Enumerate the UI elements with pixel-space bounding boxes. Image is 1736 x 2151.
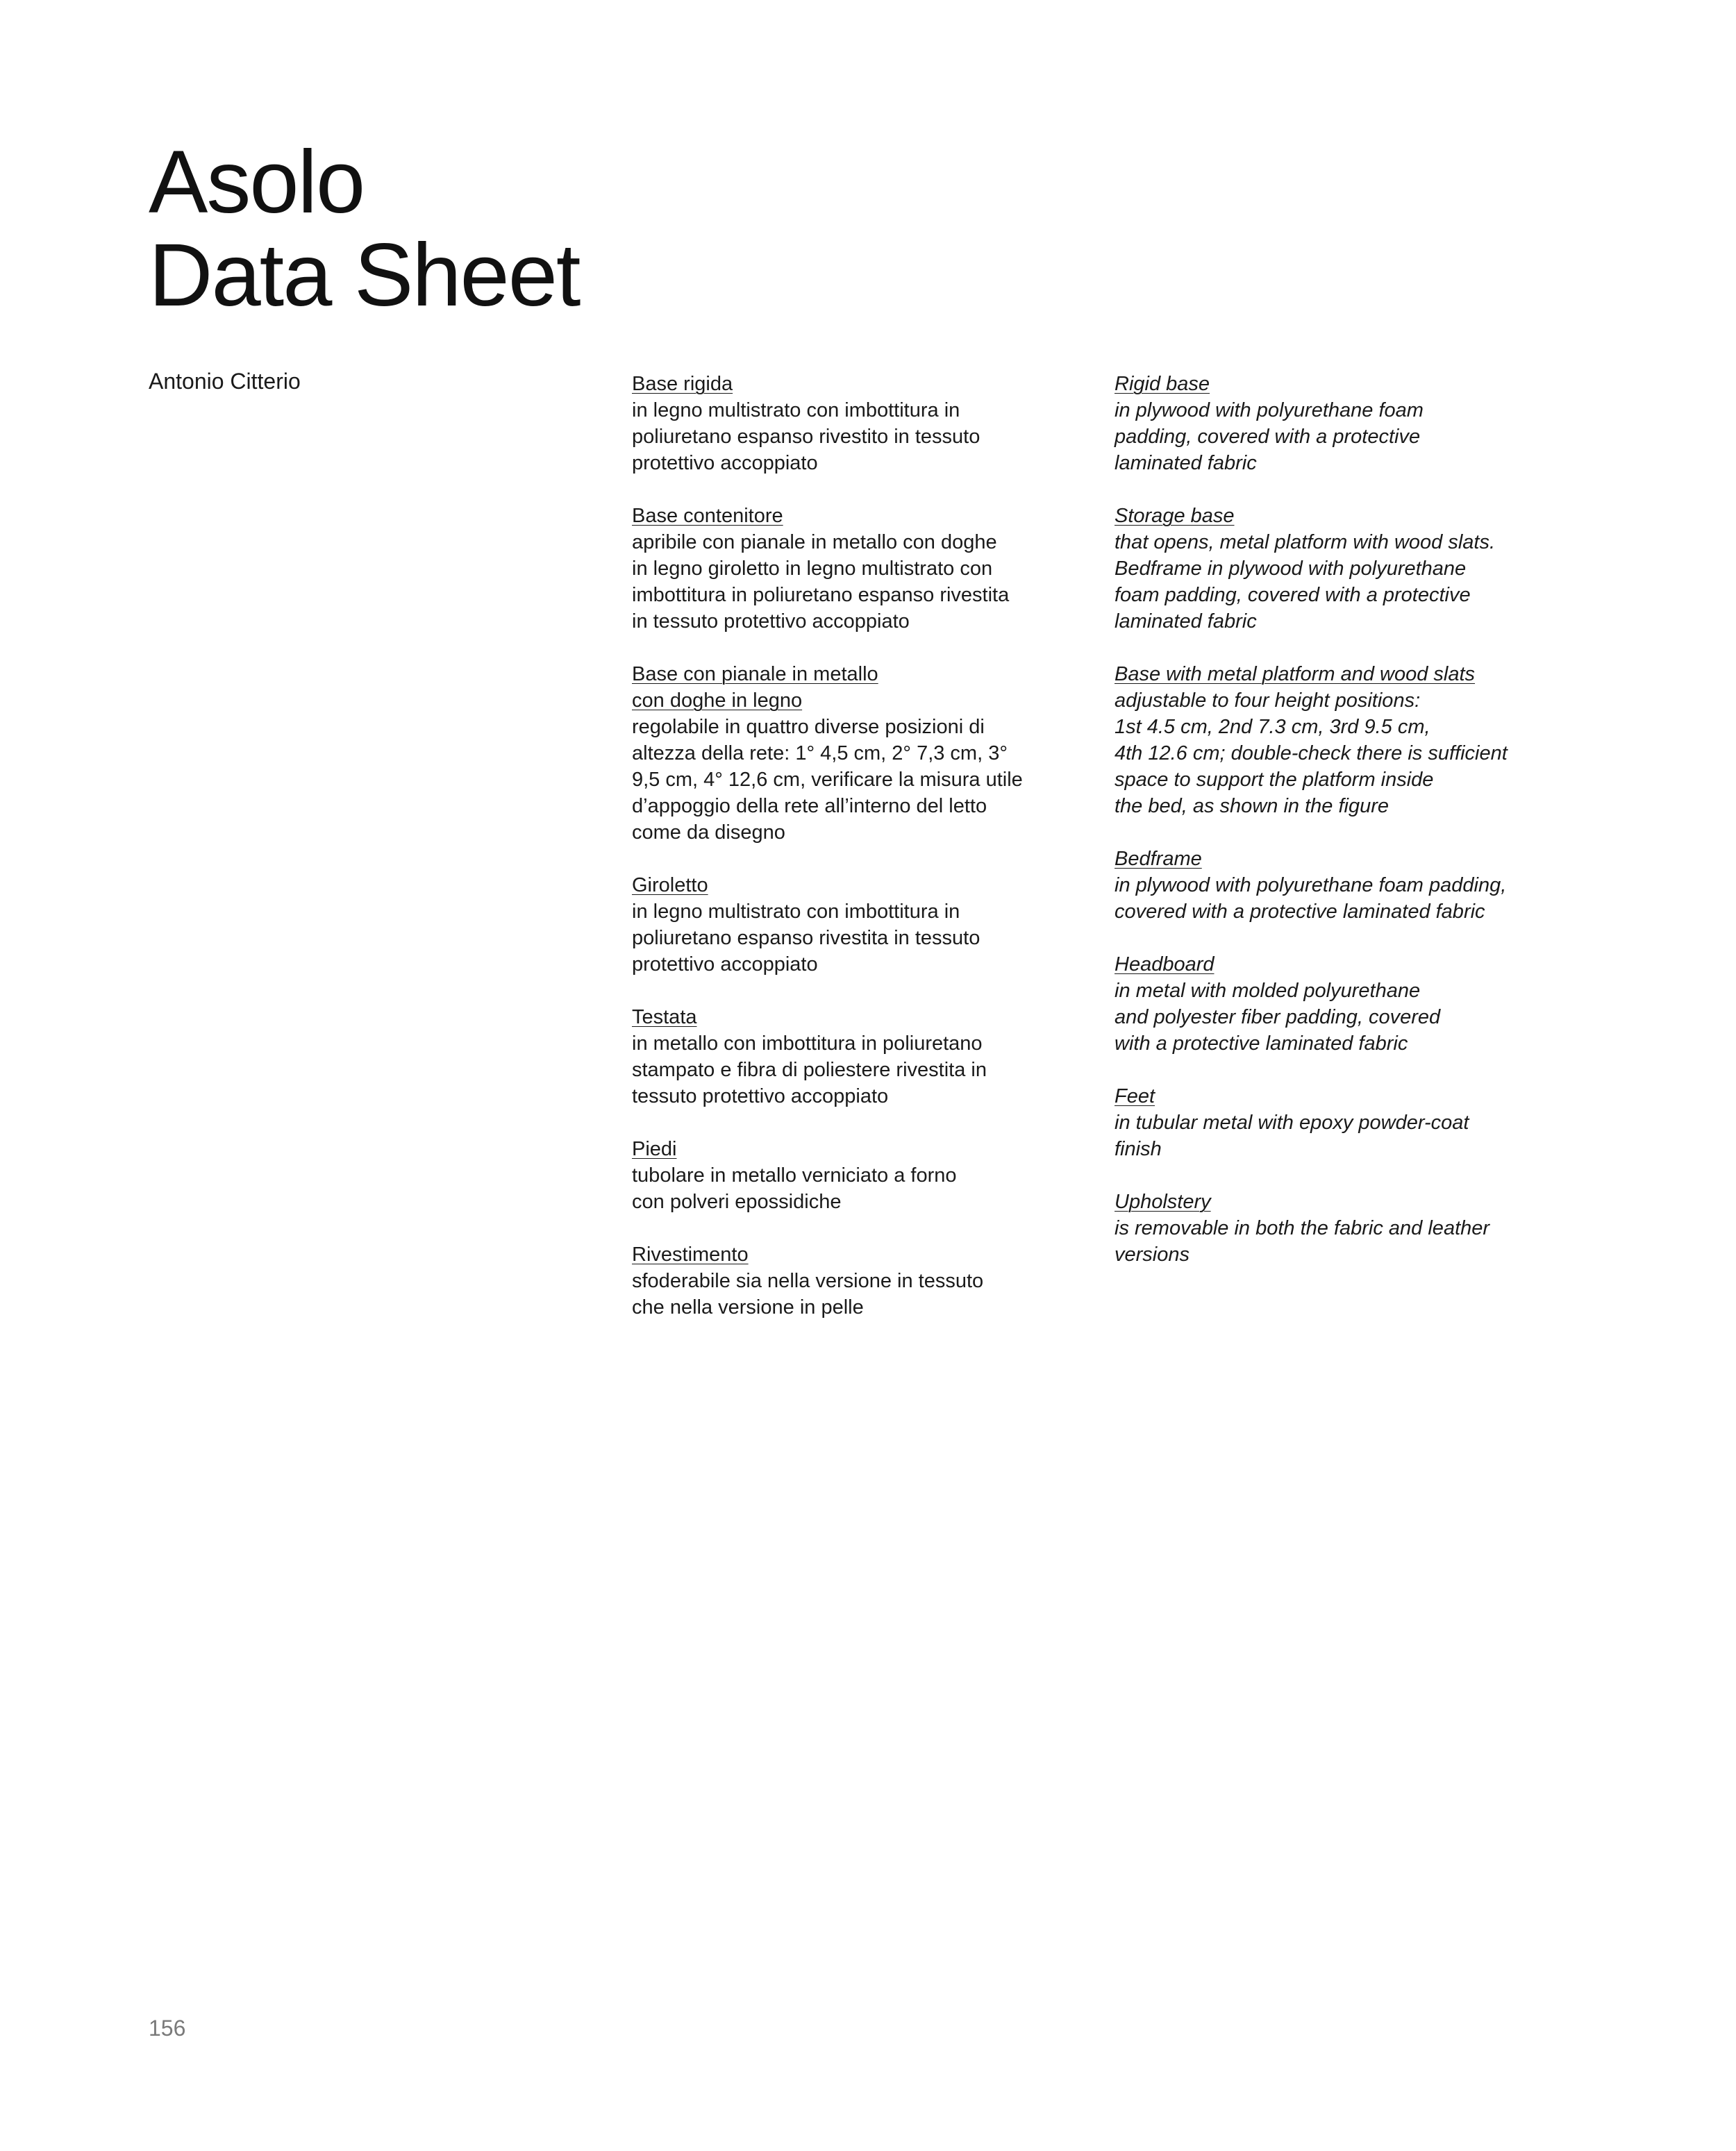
italian-spec-text-line: altezza della rete: 1° 4,5 cm, 2° 7,3 cm, 3° <box>632 742 1008 764</box>
english-spec-heading: Headboard <box>1115 953 1215 976</box>
italian-spec-heading: Giroletto <box>632 874 708 896</box>
italian-spec-text-line: apribile con pianale in metallo con doghe <box>632 531 997 553</box>
italian-spec-text-line: come da disegno <box>632 821 785 844</box>
italian-spec-text-line: regolabile in quattro diverse posizioni di <box>632 716 985 738</box>
page-number: 156 <box>149 2016 186 2041</box>
english-spec-entry <box>1115 661 1601 819</box>
english-spec-entry <box>1115 846 1601 925</box>
italian-spec-text-line: d’appoggio della rete all’interno del letto <box>632 795 987 817</box>
italian-spec-heading: Testata <box>632 1006 697 1028</box>
english-spec-text-line: adjustable to four height positions: <box>1115 689 1421 712</box>
english-spec-text-line: in plywood with polyurethane foam <box>1115 399 1424 421</box>
italian-spec-text-line: in legno giroletto in legno multistrato con <box>632 558 993 580</box>
italian-spec-column <box>632 371 1104 1347</box>
italian-spec-heading: Base contenitore <box>632 505 783 527</box>
english-spec-heading: Feet <box>1115 1085 1155 1107</box>
english-spec-entry <box>1115 371 1601 476</box>
italian-spec-text-line: in legno multistrato con imbottitura in <box>632 399 960 421</box>
english-spec-heading: Rigid base <box>1115 373 1210 395</box>
italian-spec-entry <box>632 1241 1104 1321</box>
english-spec-text-line: and polyester fiber padding, covered <box>1115 1006 1441 1028</box>
italian-spec-text-line: in tessuto protettivo accoppiato <box>632 610 910 633</box>
english-spec-entry <box>1115 951 1601 1057</box>
english-spec-entry <box>1115 503 1601 635</box>
italian-spec-text-line: stampato e fibra di poliestere rivestita in <box>632 1059 987 1081</box>
english-spec-text-line: with a protective laminated fabric <box>1115 1032 1408 1055</box>
english-spec-column <box>1115 371 1601 1294</box>
english-spec-text-line: Bedframe in plywood with polyurethane <box>1115 558 1467 580</box>
english-spec-heading: Bedframe <box>1115 848 1202 870</box>
english-spec-entry <box>1115 1083 1601 1162</box>
italian-spec-heading: Piedi <box>632 1138 677 1160</box>
english-spec-text-line: the bed, as shown in the figure <box>1115 795 1389 817</box>
italian-spec-text-line: che nella versione in pelle <box>632 1296 864 1319</box>
english-spec-text-line: 1st 4.5 cm, 2nd 7.3 cm, 3rd 9.5 cm, <box>1115 716 1430 738</box>
english-spec-text-line: versions <box>1115 1244 1190 1266</box>
italian-spec-entry <box>632 1136 1104 1215</box>
italian-spec-entry <box>632 661 1104 846</box>
english-spec-text-line: laminated fabric <box>1115 452 1257 474</box>
italian-spec-entry <box>632 1004 1104 1110</box>
italian-spec-heading: Base rigida <box>632 373 733 395</box>
page-title <box>149 133 580 325</box>
italian-spec-text-line: tubolare in metallo verniciato a forno <box>632 1164 957 1187</box>
italian-spec-heading: con doghe in legno <box>632 689 803 712</box>
english-spec-entry <box>1115 1189 1601 1268</box>
english-spec-text-line: in plywood with polyurethane foam padding, <box>1115 874 1507 896</box>
english-spec-text-line: covered with a protective laminated fabric <box>1115 901 1485 923</box>
italian-spec-text-line: imbottitura in poliuretano espanso rivestita <box>632 584 1010 606</box>
italian-spec-text-line: con polveri epossidiche <box>632 1191 842 1213</box>
italian-spec-text-line: protettivo accoppiato <box>632 953 818 976</box>
italian-spec-text-line: sfoderabile sia nella versione in tessuto <box>632 1270 984 1292</box>
title-line-sheet: Data Sheet <box>149 226 580 325</box>
english-spec-heading: Upholstery <box>1115 1191 1211 1213</box>
english-spec-text-line: space to support the platform inside <box>1115 769 1434 791</box>
italian-spec-entry <box>632 872 1104 978</box>
english-spec-text-line: 4th 12.6 cm; double-check there is sufficient <box>1115 742 1508 764</box>
english-spec-text-line: in tubular metal with epoxy powder-coat <box>1115 1112 1469 1134</box>
english-spec-text-line: finish <box>1115 1138 1162 1160</box>
english-spec-text-line: padding, covered with a protective <box>1115 426 1421 448</box>
italian-spec-heading: Rivestimento <box>632 1244 749 1266</box>
english-spec-text-line: foam padding, covered with a protective <box>1115 584 1471 606</box>
english-spec-heading: Storage base <box>1115 505 1235 527</box>
italian-spec-text-line: poliuretano espanso rivestita in tessuto <box>632 927 980 949</box>
english-spec-text-line: laminated fabric <box>1115 610 1257 633</box>
italian-spec-text-line: poliuretano espanso rivestito in tessuto <box>632 426 980 448</box>
italian-spec-text-line: in metallo con imbottitura in poliuretano <box>632 1032 983 1055</box>
english-spec-text-line: that opens, metal platform with wood slats. <box>1115 531 1496 553</box>
italian-spec-heading: Base con pianale in metallo <box>632 663 878 685</box>
designer-name: Antonio Citterio <box>149 369 301 394</box>
italian-spec-entry <box>632 371 1104 476</box>
italian-spec-entry <box>632 503 1104 635</box>
italian-spec-text-line: in legno multistrato con imbottitura in <box>632 901 960 923</box>
english-spec-heading: Base with metal platform and wood slats <box>1115 663 1476 685</box>
italian-spec-text-line: protettivo accoppiato <box>632 452 818 474</box>
italian-spec-text-line: tessuto protettivo accoppiato <box>632 1085 889 1107</box>
title-line-product: Asolo <box>149 133 365 232</box>
italian-spec-text-line: 9,5 cm, 4° 12,6 cm, verificare la misura utile <box>632 769 1023 791</box>
english-spec-text-line: is removable in both the fabric and leather <box>1115 1217 1490 1239</box>
english-spec-text-line: in metal with molded polyurethane <box>1115 980 1421 1002</box>
